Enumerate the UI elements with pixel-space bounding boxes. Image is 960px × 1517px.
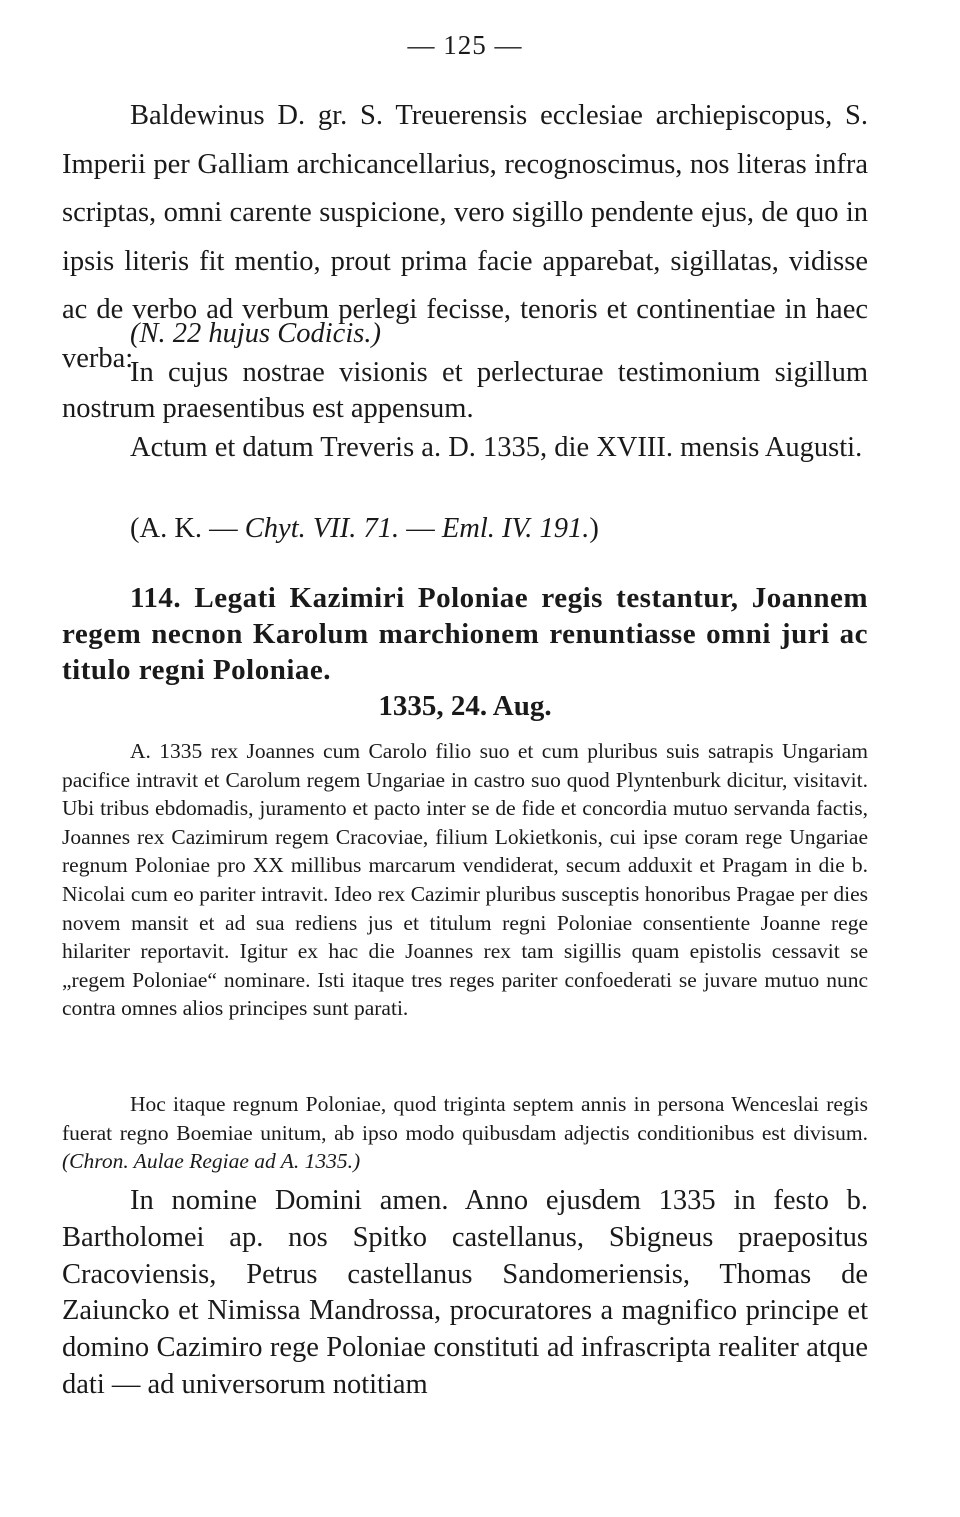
chronicle-paragraph: A. 1335 rex Joannes cum Carolo filio suo et cum pluribus suis satrapis Ungariam pacifice intravit et Carolum regem Ungariae in castro suo quod Plyntenburk dicitur, visitavit. Ubi tribus ebdomadis, juramento et pacto inter se de fide et concordia mutuo servanda factis, Joannes rex Cazimirum regem Cracoviae, filium Lokietkonis, cui ipse coram rege Ungariae regnum Poloniae pro XX millibus marcarum vendiderat, secum adduxit et Pragam in die b. Nicolai cum eo pariter intravit. Ideo rex Cazimir pluribus susceptis honoribus Pragae per dies novem mansit et ad sua rediens jus et titulum regni Poloniae consentiente Joanne rege hilariter reportavit. Igitur ex hac die Joannes rex tam sigillis quam epistolis cessavit se „regem Poloniae“ nominare. Isti itaque tres reges pariter confoederati se juvare mutuo nunc contra omnes alios principes sunt parati. xyxy=(62,739,868,1021)
page-number: — 125 — xyxy=(407,30,523,60)
charter-paragraph: In nomine Domini amen. Anno ejusdem 1335 in festo b. Bartholomei ap. nos Spitko castellanus, Sbigneus praepositus Cracoviensis, Petrus castellanus Sandomeriensis, Thomas de Zaiuncko et Nimissa Mandrossa, procuratores a magnifico principe et domino Cazimiro rege Poloniae constituti ad infrascripta realiter atque dati — ad universorum notitiam xyxy=(62,1185,868,1400)
source-open: (A. K. — xyxy=(130,513,245,544)
source-dash: — xyxy=(399,513,442,544)
actum-paragraph: Actum et datum Treveris a. D. 1335, die XVIII. mensis Augusti. xyxy=(130,432,863,463)
source-chyt: Chyt. VII. 71. xyxy=(244,513,400,544)
source-eml: Eml. IV. 191. xyxy=(441,513,590,544)
document-date: 1335, 24. Aug. xyxy=(378,690,552,722)
chronicle-source: (Chron. Aulae Regiae ad A. 1335.) xyxy=(62,1149,361,1174)
chronicle-paragraph-2 xyxy=(62,1090,868,1176)
source-references xyxy=(62,511,936,547)
chronicle-2-text: Hoc itaque regnum Poloniae, quod triginta septem annis in persona Wenceslai regis fuerat regno Boemiae unitum, ab ipso modo quibusdam adjectis conditionibus est divisum. xyxy=(62,1092,868,1145)
document-heading xyxy=(62,580,868,688)
citation: (N. 22 hujus Codicis.) xyxy=(130,318,381,349)
document-title: Legati Kazimiri Poloniae regis testantur, Joannem regem necnon Karolum marchionem renuntiasse omni juri ac titulo regni Poloniae. xyxy=(62,582,868,686)
testimonium-paragraph: In cujus nostrae visionis et perlecturae testimonium sigillum nostrum praesentibus est appensum. xyxy=(62,357,868,424)
source-close: ) xyxy=(589,513,599,544)
intro-paragraph: Baldewinus D. gr. S. Treuerensis ecclesiae archiepiscopus, S. Imperii per Galliam archicancellarius, recognoscimus, nos literas infra scriptas, omni carente suspicione, vero sigillo pendente ejus, de quo in ipsis literis fit mentio, prout prima facie apparebat, sigillatas, vidisse ac de verbo ad verbum perlegi fecisse, tenoris et continentiae in haec verba: xyxy=(62,100,868,374)
document-number: 114. xyxy=(130,582,182,614)
